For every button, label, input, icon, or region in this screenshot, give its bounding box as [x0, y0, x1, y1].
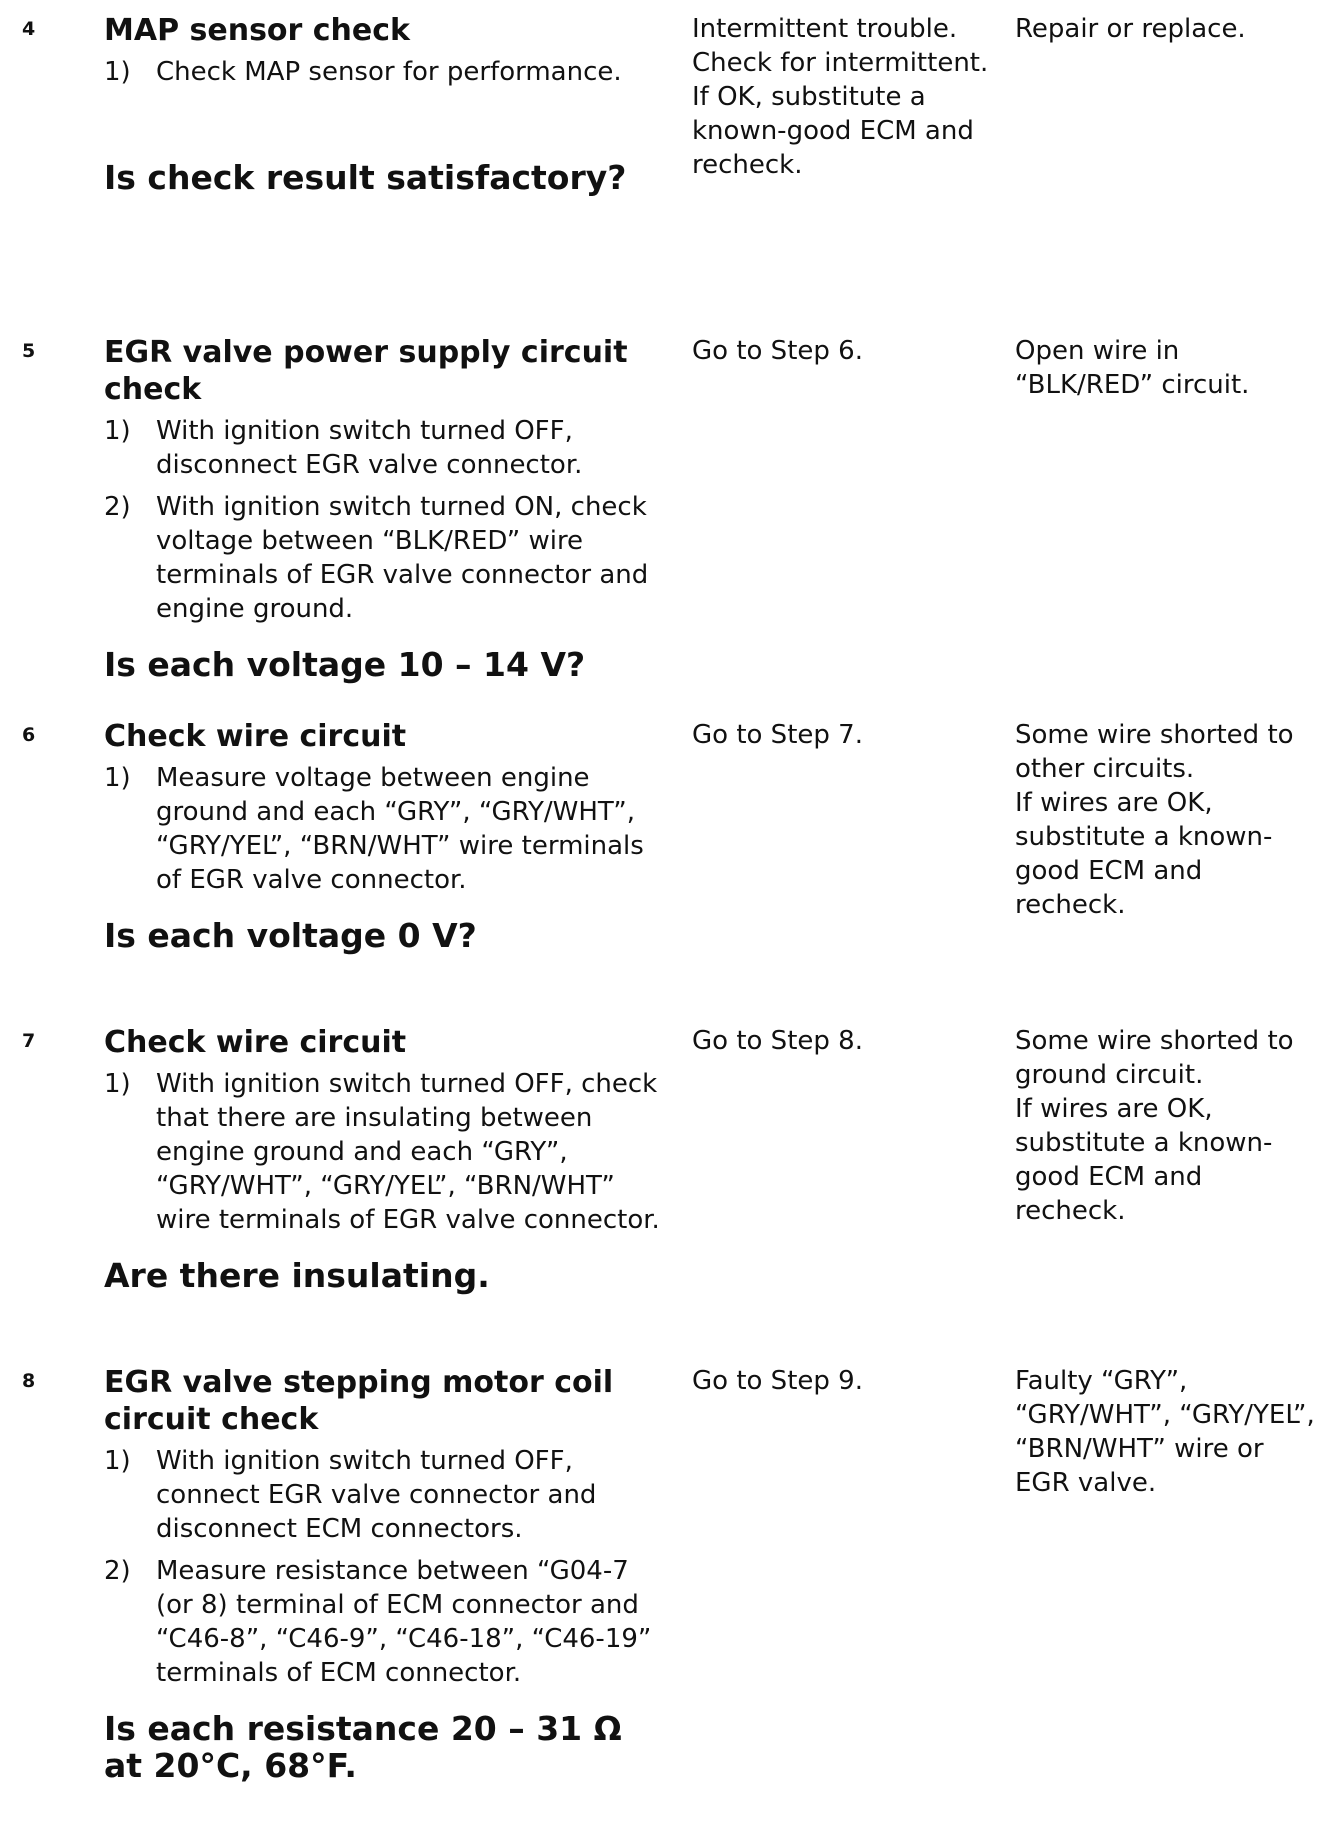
step-title: EGR valve stepping motor coil circuit check	[104, 1365, 614, 1437]
step-number: 4	[22, 18, 36, 40]
step-number: 5	[22, 340, 36, 362]
step-item: 1) With ignition switch turned OFF, connect EGR valve connector and disconnect ECM connectors.	[104, 1446, 597, 1544]
step-items	[104, 1444, 664, 1690]
step-yes-result: Go to Step 6.	[692, 336, 863, 366]
step-action	[104, 1024, 664, 1294]
step-no-result: Repair or replace.	[1015, 14, 1246, 44]
step-action	[104, 334, 664, 683]
step-item: 1) Check MAP sensor for performance.	[104, 57, 622, 87]
step-items	[104, 761, 664, 897]
step-item: 1) With ignition switch turned OFF, disconnect EGR valve connector.	[104, 416, 583, 480]
step-yes-result: Intermittent trouble. Check for intermittent. If OK, substitute a known-good ECM and recheck.	[692, 14, 989, 180]
step-items	[104, 1067, 664, 1237]
step-question: Is each resistance 20 – 31 Ω at 20°C, 68°F.	[104, 1709, 622, 1785]
step-no-result: Some wire shorted to ground circuit. If wires are OK, substitute a known-good ECM and recheck.	[1015, 1026, 1294, 1226]
step-action	[104, 718, 664, 954]
step-no-result: Some wire shorted to other circuits. If wires are OK, substitute a known-good ECM and recheck.	[1015, 720, 1294, 920]
step-title: EGR valve power supply circuit check	[104, 335, 628, 407]
step-no-result: Faulty “GRY”, “GRY/WHT”, “GRY/YEL”, “BRN/WHT” wire or EGR valve.	[1015, 1366, 1315, 1498]
step-yes-result: Go to Step 9.	[692, 1366, 863, 1396]
step-action	[104, 1364, 664, 1784]
step-question: Are there insulating.	[104, 1256, 490, 1295]
step-item: 2) With ignition switch turned ON, check voltage between “BLK/RED” wire terminals of EGR valve connector and engine ground.	[104, 492, 649, 624]
step-question: Is each voltage 10 – 14 V?	[104, 645, 586, 684]
step-items	[104, 414, 664, 626]
step-title: MAP sensor check	[104, 13, 410, 48]
step-item: 1) Measure voltage between engine ground and each “GRY”, “GRY/WHT”, “GRY/YEL”, “BRN/WHT” wire terminals of EGR valve connector.	[104, 763, 644, 895]
step-action	[104, 12, 664, 196]
step-title: Check wire circuit	[104, 719, 407, 754]
step-item: 1) With ignition switch turned OFF, check that there are insulating between engine ground and each “GRY”, “GRY/WHT”, “GRY/YEL”, “BRN/WHT” wire terminals of EGR valve connector.	[104, 1069, 660, 1235]
step-number: 8	[22, 1370, 36, 1392]
step-no-result: Open wire in “BLK/RED” circuit.	[1015, 336, 1250, 400]
step-title: Check wire circuit	[104, 1025, 407, 1060]
step-number: 7	[22, 1030, 36, 1052]
step-number: 6	[22, 724, 36, 746]
step-items	[104, 55, 664, 89]
step-question: Is each voltage 0 V?	[104, 916, 477, 955]
step-item: 2) Measure resistance between “G04-7 (or 8) terminal of ECM connector and “C46-8”, “C46-9”, “C46-18”, “C46-19” terminals of ECM connector.	[104, 1556, 652, 1688]
step-yes-result: Go to Step 8.	[692, 1026, 863, 1056]
step-question: Is check result satisfactory?	[104, 158, 627, 197]
step-yes-result: Go to Step 7.	[692, 720, 863, 750]
